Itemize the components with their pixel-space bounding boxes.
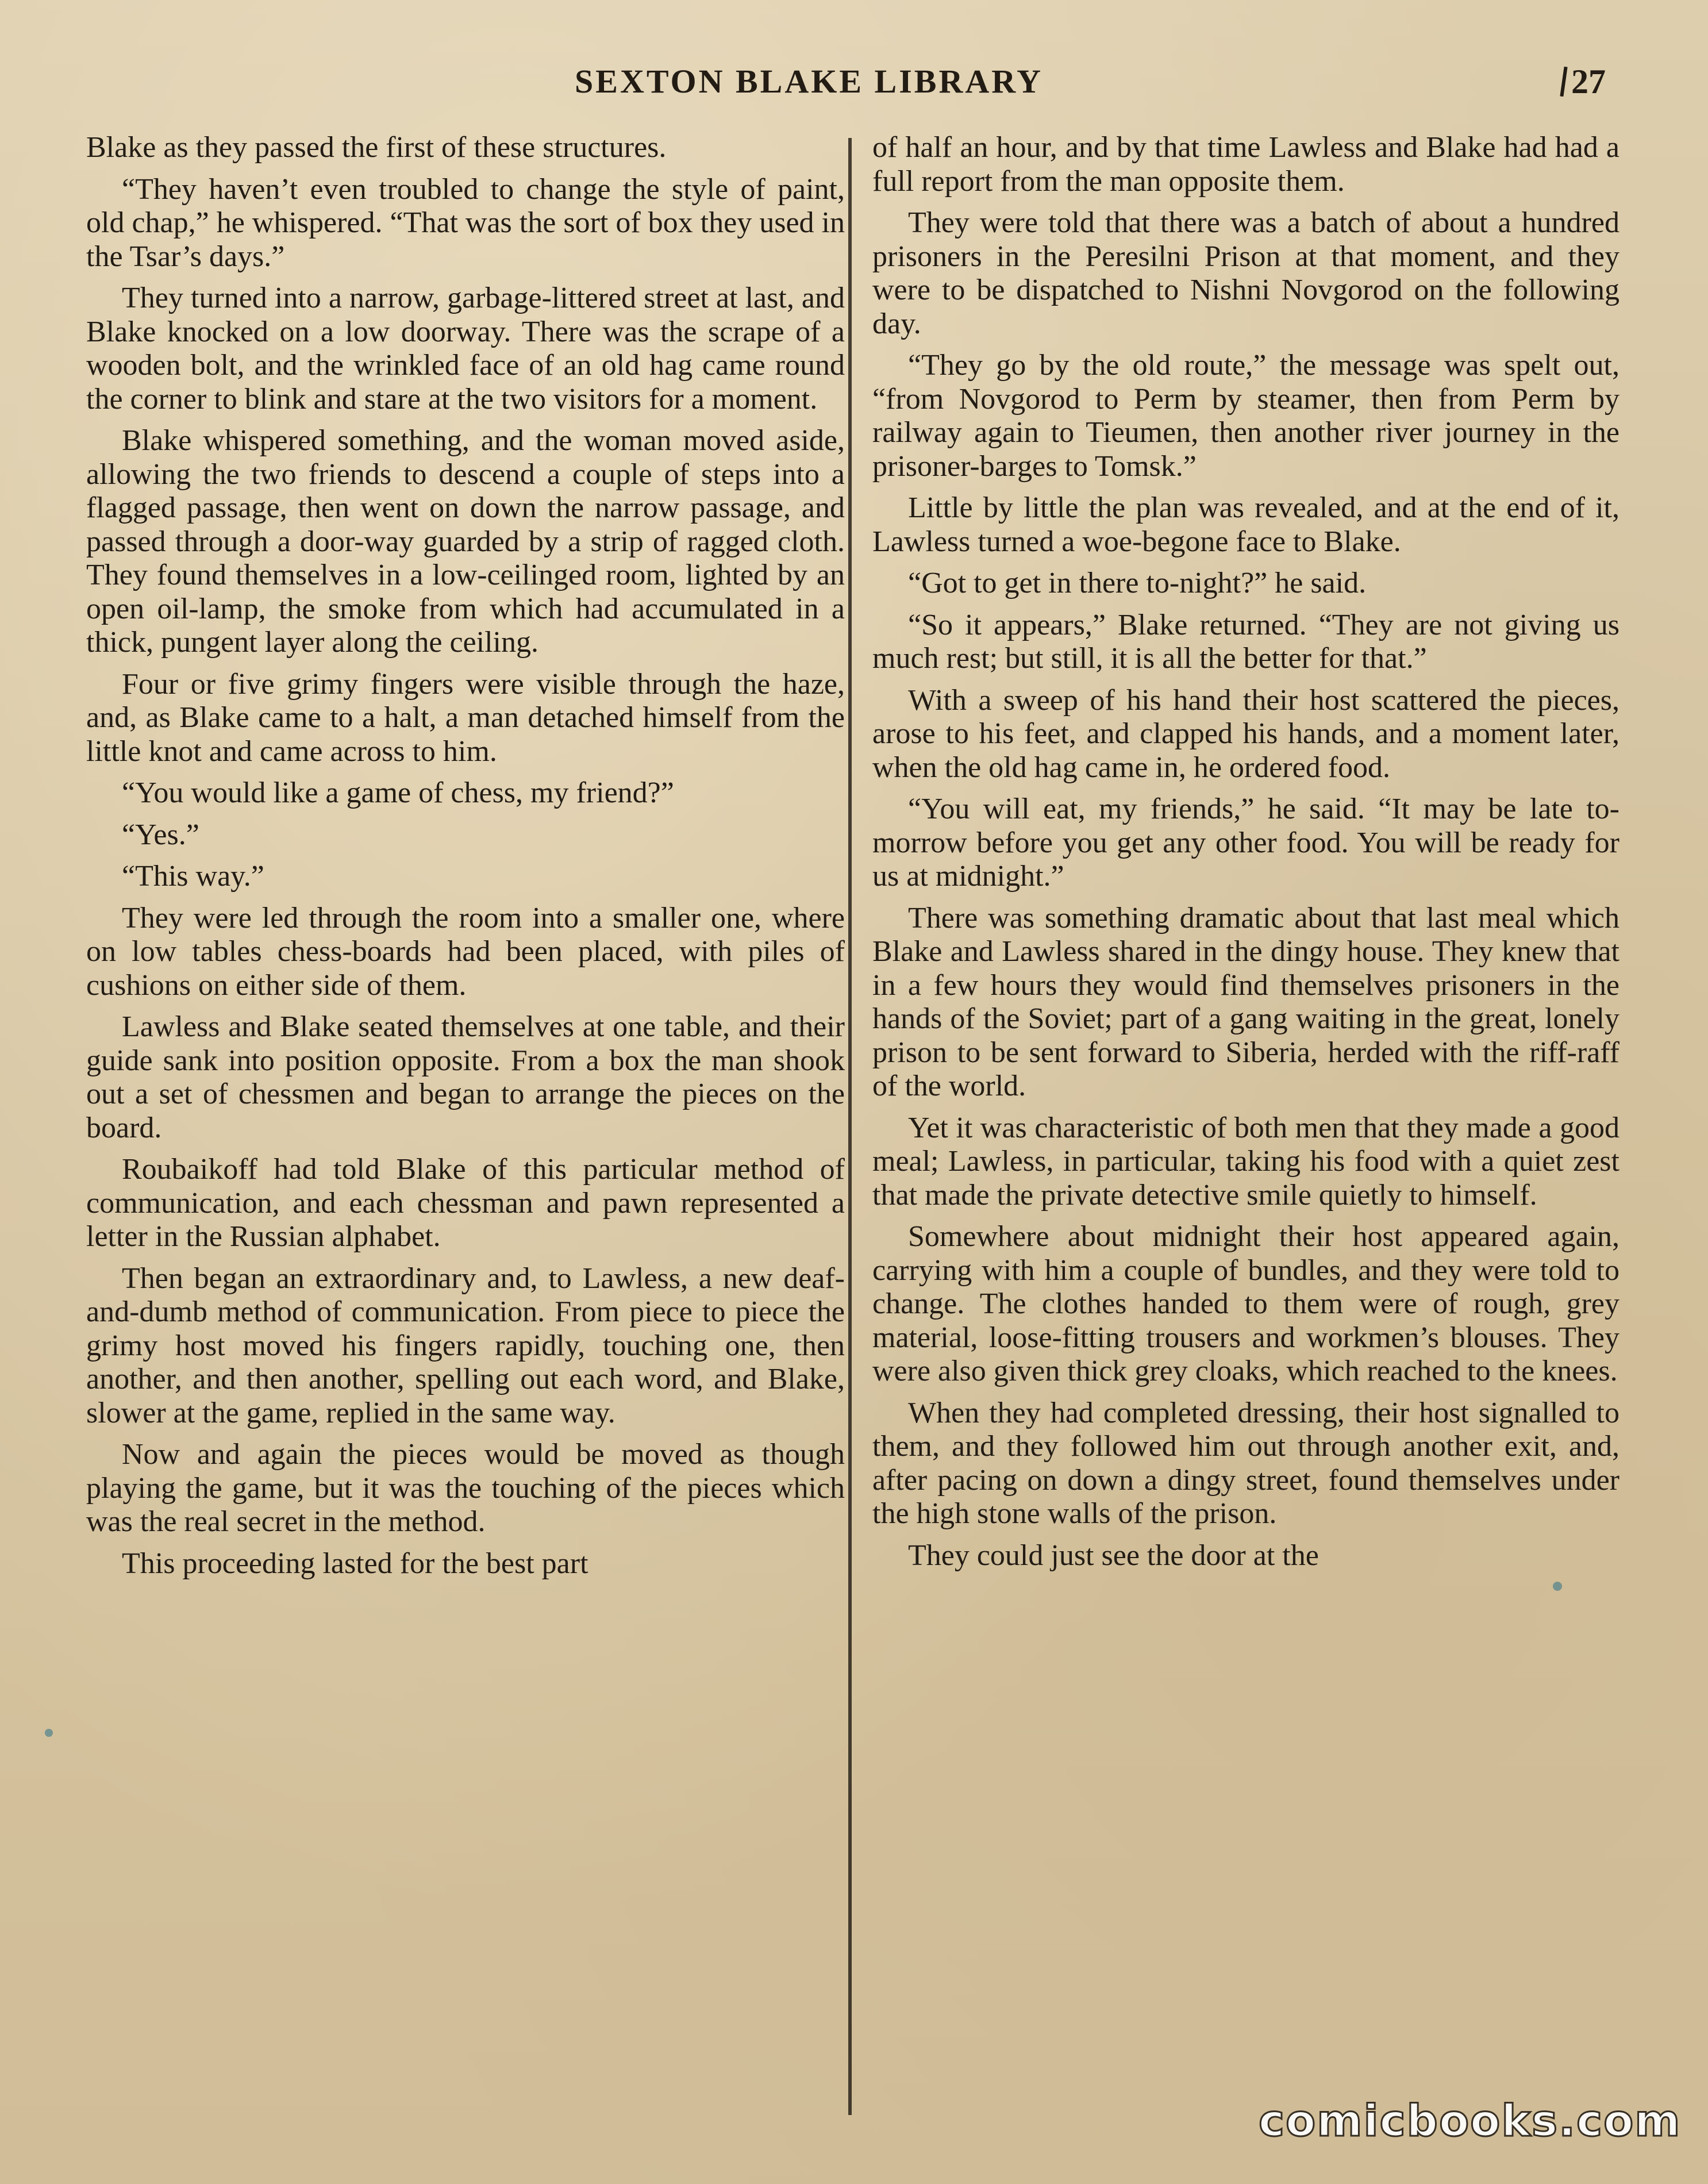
paragraph: Somewhere about midnight their host appeared again, carrying with him a couple of bundles, and they were told to change. The clothes handed to them were of rough, grey material, loose-fitting trousers and workmen’s blouses. They were also given thick grey cloaks, which reached to the knees. [872,1220,1619,1387]
page-number-text: 27 [1571,63,1606,101]
paragraph: This proceeding lasted for the best part [122,1547,588,1580]
paragraph: “You would like a game of chess, my friend?” [122,776,674,809]
paragraph: They could just see the door at the [908,1539,1319,1572]
paragraph: There was something dramatic about that last meal which Blake and Lawless shared in the dingy house. They knew that in a few hours they would find themselves prisoners in the hands of the Soviet; part of a gang waiting in the great, lonely prison to be sent forward to Siberia, herded with the riff-raff of the world. [872,901,1619,1102]
paragraph: Lawless and Blake seated themselves at one table, and their guide sank into position opposite. From a box the man shook out a set of chessmen and began to arrange the pieces on the board. [86,1010,845,1144]
paragraph: Roubaikoff had told Blake of this particular method of communication, and each chessman and pawn represented a letter in the Russian alphabet. [86,1153,845,1253]
paragraph: “They go by the old route,” the message was spelt out, “from Novgorod to Perm by steamer, then from Perm by railway again to Tieumen, then another river journey in the prisoner-barges to Tomsk.” [872,349,1619,483]
watermark-logo: comicbooks.com [1259,2095,1682,2146]
page-header [0,62,1708,108]
ink-speck [1553,1582,1562,1591]
paragraph: “You will eat, my friends,” he said. “It may be late to-morrow before you get any other food. You will be ready for us at midnight.” [872,793,1619,893]
paragraph: Now and again the pieces would be moved as though playing the game, but it was the touching of the pieces which was the real secret in the method. [86,1438,845,1538]
paragraph: Little by little the plan was revealed, and at the end of it, Lawless turned a woe-begone face to Blake. [872,491,1619,558]
paragraph: With a sweep of his hand their host scattered the pieces, arose to his feet, and clapped his hands, and a moment later, when the old hag came in, he ordered food. [872,683,1619,784]
paragraph: Four or five grimy fingers were visible through the haze, and, as Blake came to a halt, a man detached himself from the little knot and came across to him. [86,667,845,768]
paragraph: Yet it was characteristic of both men that they made a good meal; Lawless, in particular, taking his food with a quiet zest that made the private detective smile quietly to himself. [872,1111,1619,1212]
paragraph: They were told that there was a batch of about a hundred prisoners in the Peresilni Prison at that moment, and they were to be dispatched to Nishni Novgorod on the following day. [872,206,1619,340]
paragraph: “Yes.” [122,818,199,851]
margin-mark [1560,67,1567,97]
page-number [1562,62,1606,102]
paragraph: They turned into a narrow, garbage-littered street at last, and Blake knocked on a low doorway. There was the scrape of a wooden bolt, and the wrinkled face of an old hag came round the corner to blink and stare at the two visitors for a moment. [86,282,845,416]
paragraph: “Got to get in there to-night?” he said. [908,567,1367,599]
paragraph: Blake whispered something, and the woman moved aside, allowing the two friends to descend a couple of steps into a flagged passage, then went on down the narrow passage, and passed through a door-way guarded by a strip of ragged cloth. They found themselves in a low-ceilinged room, lighted by an open oil-lamp, the smoke from which had accumulated in a thick, pungent layer along the ceiling. [86,424,845,659]
running-title: SEXTON BLAKE LIBRARY [575,63,1043,100]
ink-speck [45,1729,53,1737]
paragraph: of half an hour, and by that time Lawless and Blake had had a full report from the man opposite them. [872,131,1619,198]
paragraph: “This way.” [122,860,264,893]
paragraph: When they had completed dressing, their host signalled to them, and they followed him out through another exit, and, after pacing on down a dingy street, found themselves under the high stone walls of the prison. [872,1396,1619,1530]
paragraph: “They haven’t even troubled to change the style of paint, old chap,” he whispered. “That was the sort of box they used in the Tsar’s days.” [86,172,845,273]
column-divider [848,138,852,2115]
left-text-column [86,131,845,2125]
paragraph: Then began an extraordinary and, to Lawless, a new deaf-and-dumb method of communication. From piece to piece the grimy host moved his fingers rapidly, touching one, then another, and then another, spelling out each word, and Blake, slower at the game, replied in the same way. [86,1262,845,1429]
paragraph: They were led through the room into a smaller one, where on low tables chess-boards had been placed, with piles of cushions on either side of them. [86,901,845,1002]
paragraph: Blake as they passed the first of these structures. [86,131,667,164]
right-text-column [872,131,1619,2125]
paragraph: “So it appears,” Blake returned. “They are not giving us much rest; but still, it is all the better for that.” [872,608,1619,675]
